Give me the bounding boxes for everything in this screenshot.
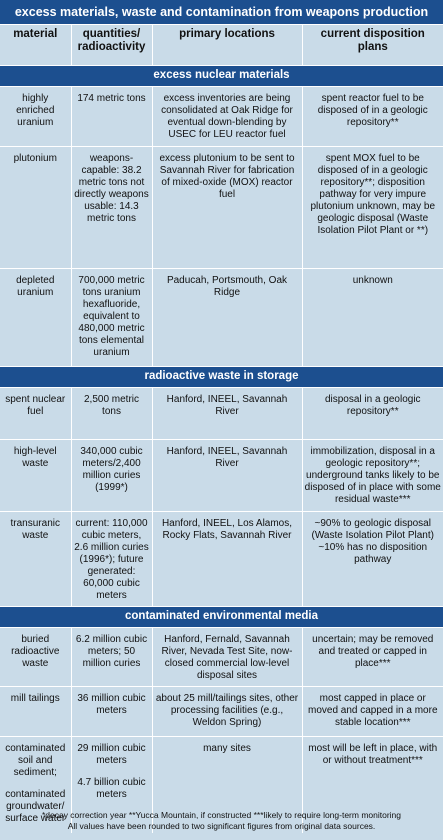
cell-locations: excess inventories are being consolidated at Oak Ridge for eventual down-blending by USEC for LEU reactor fuel [152,87,302,147]
cell-locations: many sites [152,737,302,833]
data-table [0,25,443,833]
cell-quantity: weapons-capable: 38.2 metric tons not directly weapons usable: 14.3 metric tons [71,147,152,269]
table-row [0,687,443,737]
table-row [0,512,443,607]
cell-locations: Paducah, Portsmouth, Oak Ridge [152,269,302,367]
footnotes [0,810,443,832]
cell-quantity: current: 110,000 cubic meters, 2.6 million curies (1996*); future generated: 60,000 cubic meters [71,512,152,607]
cell-disposition: immobilization, disposal in a geologic repository**; underground tanks likely to be disposed of in place with some residual waste*** [302,440,443,512]
cell-quantity: 174 metric tons [71,87,152,147]
cell-locations: Hanford, INEEL, Savannah River [152,388,302,440]
quantity-soil: 29 million cubic meters [77,743,146,766]
section-title: contaminated environmental media [0,607,443,628]
section-header [0,607,443,628]
cell-disposition: unknown [302,269,443,367]
table-row [0,87,443,147]
cell-quantity: 340,000 cubic meters/2,400 million curies (1999*) [71,440,152,512]
section-header [0,66,443,87]
section-header [0,367,443,388]
table-row [0,147,443,269]
cell-material: mill tailings [0,687,71,737]
cell-quantity: 36 million cubic meters [71,687,152,737]
material-soil: contaminated soil and sediment; [5,743,66,778]
footnote-line-2: All values have been rounded to two significant figures from original data sources. [67,821,376,831]
footnote-line-1: *decay correction year **Yucca Mountain, if constructed ***likely to require long-term monitoring [41,810,402,820]
cell-material: transuranic waste [0,512,71,607]
header-locations: primary locations [152,25,302,66]
cell-disposition: most will be left in place, with or without treatment*** [302,737,443,833]
material-groundwater: contaminated groundwater/ surface water [5,789,66,824]
table-title: excess materials, waste and contamination from weapons production [0,0,443,25]
cell-material: depleted uranium [0,269,71,367]
table-row [0,440,443,512]
cell-disposition: uncertain; may be removed and treated or capped in place*** [302,628,443,687]
cell-material: high-level waste [0,440,71,512]
header-row [0,25,443,66]
cell-locations: Hanford, INEEL, Savannah River [152,440,302,512]
cell-quantity: 700,000 metric tons uranium hexafluoride, equivalent to 480,000 metric tons elemental uranium [71,269,152,367]
section-title: radioactive waste in storage [0,367,443,388]
header-disposition: current disposition plans [302,25,443,66]
table-row [0,388,443,440]
cell-material: buried radioactive waste [0,628,71,687]
section-title: excess nuclear materials [0,66,443,87]
quantity-groundwater: 4.7 billion cubic meters [77,777,146,800]
header-quantities: quantities/ radioactivity [71,25,152,66]
cell-material: spent nuclear fuel [0,388,71,440]
cell-disposition: disposal in a geologic repository** [302,388,443,440]
cell-locations: excess plutonium to be sent to Savannah River for fabrication of mixed-oxide (MOX) reactor fuel [152,147,302,269]
cell-locations: Hanford, Fernald, Savannah River, Nevada Test Site, now-closed commercial low-level disposal sites [152,628,302,687]
table-row [0,269,443,367]
cell-locations: about 25 mill/tailings sites, other processing facilities (e.g., Weldon Spring) [152,687,302,737]
cell-material: plutonium [0,147,71,269]
cell-material: highly enriched uranium [0,87,71,147]
cell-quantity: 2,500 metric tons [71,388,152,440]
cell-disposition: spent reactor fuel to be disposed of in a geologic repository** [302,87,443,147]
cell-disposition: ~90% to geologic disposal (Waste Isolation Pilot Plant) ~10% has no disposition pathway [302,512,443,607]
cell-disposition: spent MOX fuel to be disposed of in a geologic repository**; disposition pathway for very impure plutonium unknown, may be geologic disposal (Waste Isolation Pilot Plant or **) [302,147,443,269]
table-row [0,628,443,687]
header-material: material [0,25,71,66]
cell-quantity: 6.2 million cubic meters; 50 million curies [71,628,152,687]
cell-locations: Hanford, INEEL, Los Alamos, Rocky Flats, Savannah River [152,512,302,607]
cell-disposition: most capped in place or moved and capped in a more stable location*** [302,687,443,737]
